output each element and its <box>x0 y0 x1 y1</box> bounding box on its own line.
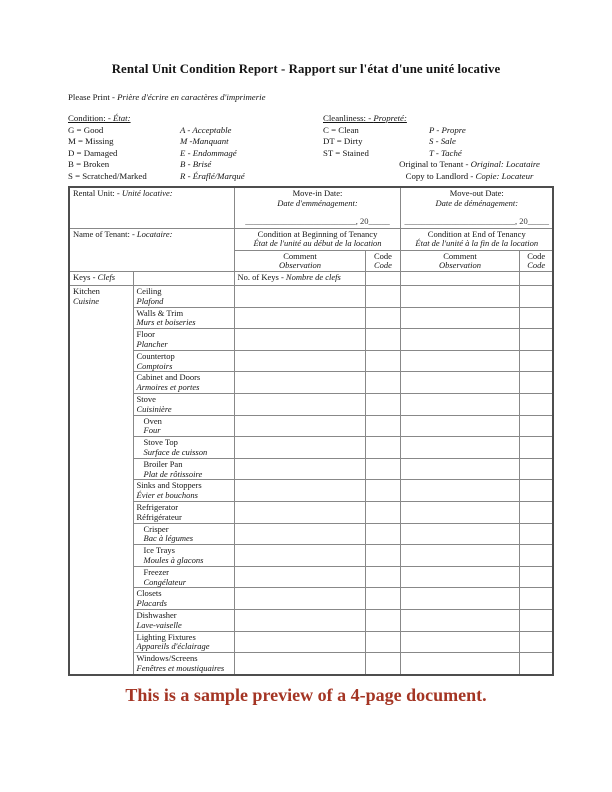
comment-field-end <box>400 458 519 480</box>
code-field-begin <box>365 480 400 502</box>
item-row <box>69 329 553 351</box>
code-field-end <box>519 610 553 632</box>
comment-field-end <box>400 523 519 545</box>
keys-code-field-end <box>519 272 553 286</box>
comment-field-begin <box>234 610 365 632</box>
item-row <box>69 566 553 588</box>
comment-header-end: Comment Observation <box>400 250 519 272</box>
move-out-date-label: Move-out Date: <box>449 188 504 198</box>
item-label: Freezer Congélateur <box>133 566 234 588</box>
comment-field-end <box>400 329 519 351</box>
legend-item: ST = Stained T - Taché <box>323 147 462 158</box>
item-label: Stove Cuisinière <box>133 394 234 416</box>
original-to-tenant-line: Original to Tenant - Original: Locataire <box>399 159 540 169</box>
comment-field-begin <box>234 588 365 610</box>
comment-field-begin <box>234 415 365 437</box>
code-field-end <box>519 350 553 372</box>
code-field-end <box>519 437 553 459</box>
keys-comment-field-end <box>400 272 519 286</box>
comment-field-end <box>400 437 519 459</box>
comment-field-begin <box>234 286 365 308</box>
comment-field-end <box>400 394 519 416</box>
code-field-begin <box>365 415 400 437</box>
comment-field-end <box>400 480 519 502</box>
code-field-end <box>519 653 553 675</box>
code-field-begin <box>365 394 400 416</box>
item-row <box>69 523 553 545</box>
header-row-dates <box>69 187 553 228</box>
code-field-end <box>519 394 553 416</box>
comment-field-end <box>400 307 519 329</box>
move-out-date-label-fr: Date de déménagement: <box>435 197 519 208</box>
item-label: Refrigerator Réfrigérateur <box>133 502 234 524</box>
item-label: Sinks and Stoppers Évier et bouchons <box>133 480 234 502</box>
legend-item: D = Damaged E - Endommagé <box>68 147 237 158</box>
item-row <box>69 480 553 502</box>
code-field-begin <box>365 588 400 610</box>
comment-field-begin <box>234 502 365 524</box>
comment-field-end <box>400 545 519 567</box>
item-row <box>69 286 553 308</box>
comment-field-begin <box>234 480 365 502</box>
code-field-begin <box>365 350 400 372</box>
comment-field-begin <box>234 350 365 372</box>
number-of-keys-label: No. of Keys - Nombre de clefs <box>234 272 365 286</box>
code-field-begin <box>365 286 400 308</box>
header-row-condition <box>69 228 553 250</box>
comment-field-end <box>400 631 519 653</box>
code-field-end <box>519 588 553 610</box>
comment-field-begin <box>234 566 365 588</box>
item-row <box>69 610 553 632</box>
keys-label: Keys - Clefs <box>69 272 133 286</box>
comment-field-end <box>400 566 519 588</box>
comment-field-end <box>400 588 519 610</box>
rental-unit-label: Rental Unit: - Unité locative: <box>69 187 234 228</box>
comment-field-begin <box>234 394 365 416</box>
keys-code-field-begin <box>365 272 400 286</box>
keys-spacer-cell <box>133 272 234 286</box>
code-field-end <box>519 566 553 588</box>
code-header-begin: Code Code <box>365 250 400 272</box>
legend-item: C = Clean P - Propre <box>323 124 466 135</box>
begin-tenancy-header: Condition at Beginning of Tenancy État de l'unité au début de la location <box>234 228 400 250</box>
comment-field-begin <box>234 372 365 394</box>
move-in-date-label: Move-in Date: <box>292 188 343 198</box>
move-in-date-cell <box>234 187 400 228</box>
comment-field-begin <box>234 523 365 545</box>
please-print-instruction: Please Print - Prière d'écrire en caractères d'imprimerie <box>68 92 266 102</box>
comment-field-begin <box>234 458 365 480</box>
item-label: Dishwasher Lave-vaiselle <box>133 610 234 632</box>
item-label: Broiler Pan Plat de rôtissoire <box>133 458 234 480</box>
comment-field-end <box>400 502 519 524</box>
code-field-begin <box>365 307 400 329</box>
legend-item: S = Scratched/Marked R - Éraflé/Marqué <box>68 170 245 181</box>
item-row <box>69 458 553 480</box>
code-field-end <box>519 307 553 329</box>
comment-field-begin <box>234 631 365 653</box>
item-label: Crisper Bac à légumes <box>133 523 234 545</box>
code-field-begin <box>365 610 400 632</box>
code-field-begin <box>365 631 400 653</box>
tenant-name-label: Name of Tenant: - Locataire: <box>69 228 234 272</box>
item-row <box>69 372 553 394</box>
condition-report-table <box>68 186 554 676</box>
preview-notice: This is a sample preview of a 4-page document. <box>125 685 487 705</box>
kitchen-category-label: Kitchen Cuisine <box>73 286 100 306</box>
move-out-date-blank: __________________________, 20_____ <box>404 216 549 227</box>
cleanliness-legend-heading: Cleanliness: - Propreté: <box>323 113 407 123</box>
cleanliness-legend <box>323 113 553 159</box>
code-header-end: Code Code <box>519 250 553 272</box>
page-title: Rental Unit Condition Report - Rapport sur l'état d'une unité locative <box>111 62 501 76</box>
comment-field-end <box>400 286 519 308</box>
item-row <box>69 631 553 653</box>
move-out-date-cell <box>400 187 553 228</box>
code-field-end <box>519 523 553 545</box>
comment-field-end <box>400 610 519 632</box>
item-row <box>69 588 553 610</box>
item-row <box>69 653 553 675</box>
code-field-begin <box>365 329 400 351</box>
code-field-begin <box>365 566 400 588</box>
comment-field-end <box>400 372 519 394</box>
item-label: Walls & Trim Murs et boiseries <box>133 307 234 329</box>
code-field-begin <box>365 458 400 480</box>
comment-field-begin <box>234 307 365 329</box>
item-label: Cabinet and Doors Armoires et portes <box>133 372 234 394</box>
item-label: Ice Trays Moules à glacons <box>133 545 234 567</box>
code-field-end <box>519 631 553 653</box>
item-row <box>69 545 553 567</box>
code-field-begin <box>365 653 400 675</box>
code-field-begin <box>365 545 400 567</box>
legend-item: M = Missing M -Manquant <box>68 136 229 146</box>
move-in-date-blank: __________________________, 20_____ <box>245 216 390 227</box>
item-row <box>69 350 553 372</box>
comment-field-end <box>400 415 519 437</box>
item-row <box>69 437 553 459</box>
kitchen-category-cell <box>69 286 133 675</box>
code-field-begin <box>365 437 400 459</box>
comment-field-end <box>400 350 519 372</box>
item-label: Lighting Fixtures Appareils d'éclairage <box>133 631 234 653</box>
item-row <box>69 415 553 437</box>
item-label: Countertop Comptoirs <box>133 350 234 372</box>
code-field-end <box>519 545 553 567</box>
copy-distribution-note <box>386 159 553 182</box>
code-field-end <box>519 502 553 524</box>
end-tenancy-header: Condition at End of Tenancy État de l'unité à la fin de la location <box>400 228 553 250</box>
item-row <box>69 307 553 329</box>
code-field-end <box>519 415 553 437</box>
legend-item: B = Broken B - Brisé <box>68 159 212 169</box>
condition-legend <box>68 113 318 182</box>
comment-field-begin <box>234 437 365 459</box>
code-field-end <box>519 372 553 394</box>
item-label: Ceiling Plafond <box>133 286 234 308</box>
code-field-begin <box>365 372 400 394</box>
item-label: Oven Four <box>133 415 234 437</box>
condition-legend-heading: Condition: - État: <box>68 113 131 123</box>
code-field-end <box>519 480 553 502</box>
code-field-end <box>519 286 553 308</box>
copy-to-landlord-line: Copy to Landlord - Copie: Locateur <box>405 170 534 181</box>
move-in-date-label-fr: Date d'emménagement: <box>277 197 358 208</box>
comment-field-begin <box>234 545 365 567</box>
item-row <box>69 502 553 524</box>
code-field-end <box>519 329 553 351</box>
code-field-begin <box>365 523 400 545</box>
item-row <box>69 394 553 416</box>
code-field-begin <box>365 502 400 524</box>
comment-header-begin: Comment Observation <box>234 250 365 272</box>
item-label: Floor Plancher <box>133 329 234 351</box>
item-label: Windows/Screens Fenêtres et moustiquaires <box>133 653 234 675</box>
comment-field-begin <box>234 653 365 675</box>
comment-field-end <box>400 653 519 675</box>
code-field-end <box>519 458 553 480</box>
comment-field-begin <box>234 329 365 351</box>
legend-item: DT = Dirty S - Sale <box>323 136 456 146</box>
legend-item: G = Good A - Acceptable <box>68 124 232 135</box>
keys-row <box>69 272 553 286</box>
item-label: Closets Placards <box>133 588 234 610</box>
item-label: Stove Top Surface de cuisson <box>133 437 234 459</box>
